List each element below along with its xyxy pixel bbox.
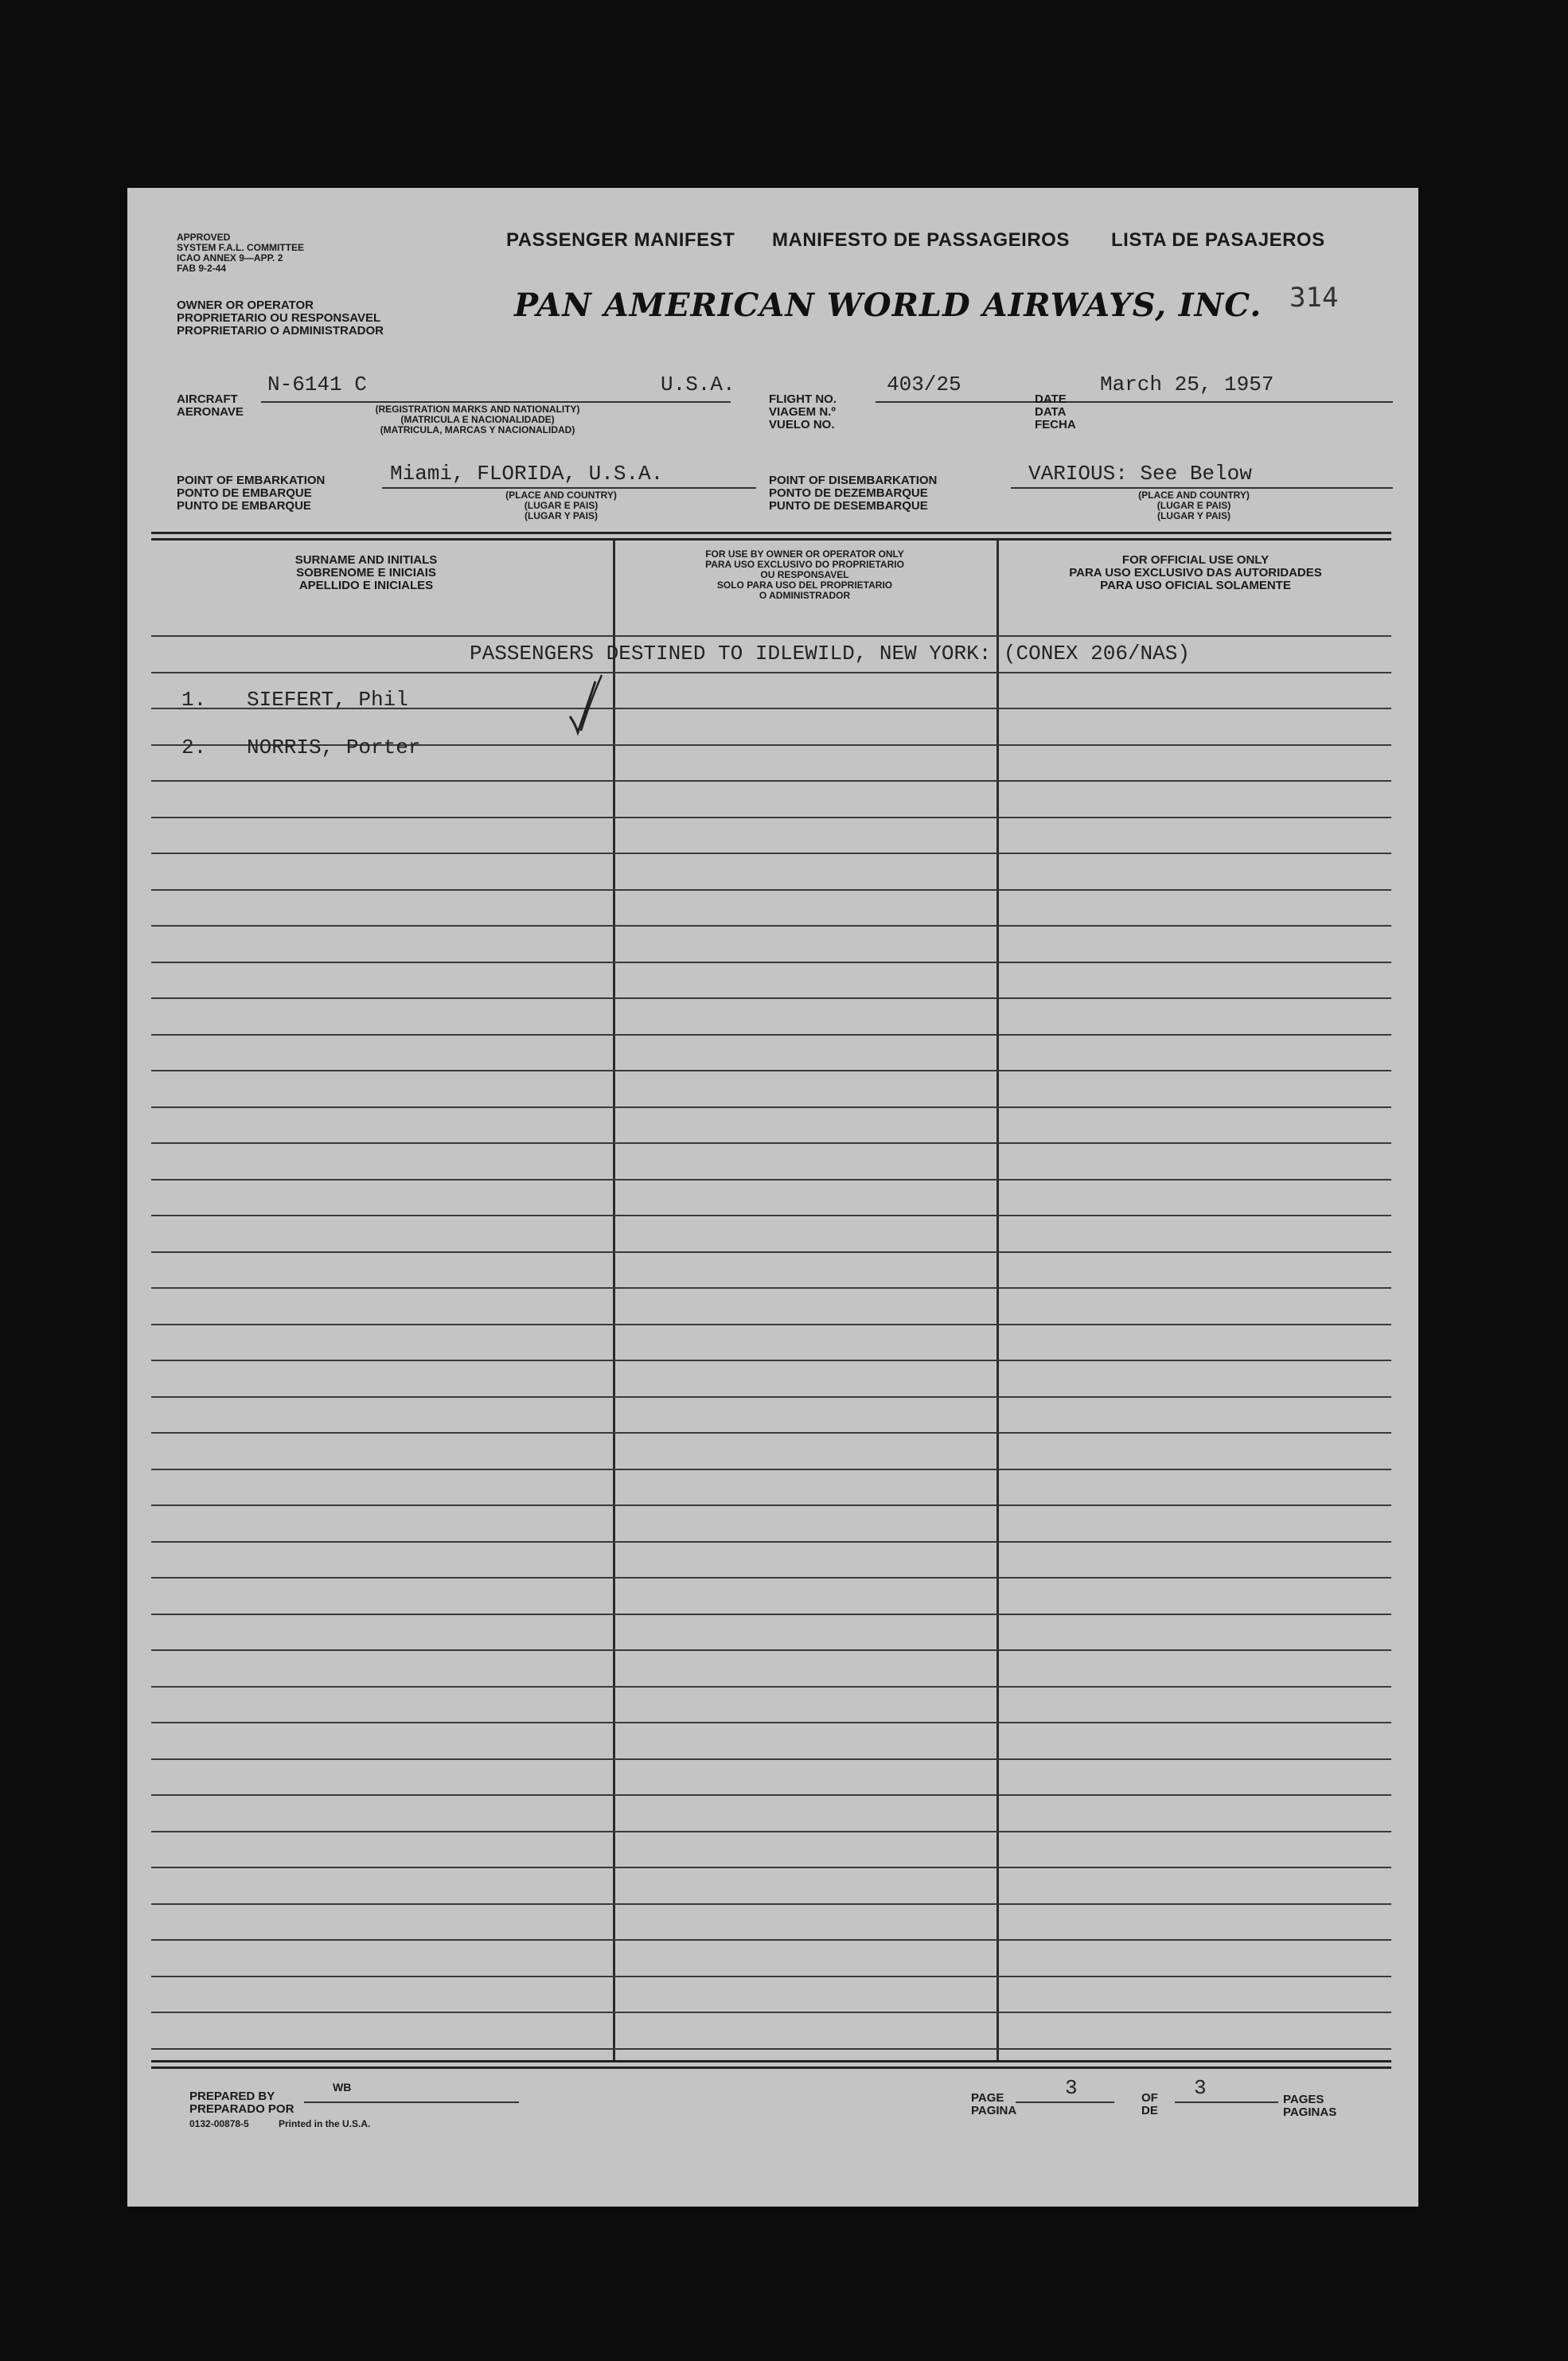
ruled-line bbox=[151, 1794, 1391, 1796]
approval-block bbox=[177, 232, 304, 274]
ruled-line bbox=[151, 2012, 1391, 2013]
ruled-line bbox=[151, 1142, 1391, 1144]
aircraft-sublabels bbox=[310, 404, 645, 435]
ruled-line bbox=[151, 1903, 1391, 1905]
disembarkation-label-es: PUNTO DE DESEMBARQUE bbox=[769, 499, 928, 513]
col1-label-pt: SOBRENOME E INICIAIS bbox=[296, 566, 436, 580]
ruled-line bbox=[151, 1179, 1391, 1180]
aircraft-value: N-6141 C bbox=[267, 373, 367, 396]
printed-in: Printed in the U.S.A. bbox=[279, 2118, 371, 2129]
ruled-line bbox=[151, 1577, 1391, 1579]
aircraft-labels bbox=[177, 393, 244, 419]
ruled-line bbox=[151, 889, 1391, 891]
flight-labels bbox=[769, 393, 837, 431]
disembarkation-sublabel: (LUGAR Y PAIS) bbox=[1156, 510, 1231, 521]
ruled-line bbox=[151, 1106, 1391, 1108]
col2-label: FOR USE BY OWNER OR OPERATOR ONLY bbox=[705, 548, 904, 560]
aircraft-underline bbox=[261, 401, 731, 403]
approval-line: ICAO ANNEX 9—APP. 2 bbox=[177, 252, 283, 263]
approval-line: APPROVED bbox=[177, 232, 231, 243]
ruled-line bbox=[151, 1396, 1391, 1398]
of-underline bbox=[1175, 2101, 1278, 2103]
manifest-sheet bbox=[127, 188, 1418, 2207]
col1-label-en: SURNAME AND INITIALS bbox=[294, 553, 438, 567]
of-value: 3 bbox=[1194, 2076, 1207, 2100]
disembarkation-value: VARIOUS: See Below bbox=[1028, 462, 1252, 486]
ruled-line bbox=[151, 1034, 1391, 1036]
embarkation-label-pt: PONTO DE EMBARQUE bbox=[177, 486, 312, 500]
aircraft-sublabel: (MATRICULA, MARCAS Y NACIONALIDAD) bbox=[380, 424, 575, 435]
disembarkation-label-en: POINT OF DISEMBARKATION bbox=[769, 474, 938, 487]
ruled-line bbox=[151, 1432, 1391, 1434]
embarkation-sublabel: (PLACE AND COUNTRY) bbox=[505, 490, 617, 501]
column-header-official-use bbox=[1000, 554, 1391, 592]
ruled-line bbox=[151, 1215, 1391, 1216]
col2-label: PARA USO EXCLUSIVO DO PROPRIETARIO bbox=[705, 559, 904, 570]
date-labels bbox=[1035, 393, 1076, 431]
ruled-line bbox=[151, 1939, 1391, 1941]
flight-label-en: FLIGHT NO. bbox=[769, 392, 837, 406]
approval-line: FAB 9-2-44 bbox=[177, 263, 227, 274]
disembarkation-sublabel: (LUGAR E PAIS) bbox=[1156, 500, 1231, 511]
ruled-line bbox=[151, 2048, 1391, 2050]
disembarkation-underline bbox=[1011, 487, 1393, 489]
aircraft-label-en: AIRCRAFT bbox=[177, 392, 238, 406]
embarkation-sublabels bbox=[430, 490, 692, 521]
ruled-line bbox=[151, 1251, 1391, 1253]
ruled-line bbox=[151, 925, 1391, 927]
form-number: 0132-00878-5 bbox=[189, 2118, 249, 2129]
ruled-line bbox=[151, 1831, 1391, 1832]
title-english: PASSENGER MANIFEST bbox=[506, 229, 735, 251]
aircraft-sublabel: (MATRICULA E NACIONALIDADE) bbox=[400, 414, 555, 425]
date-underline bbox=[1090, 401, 1393, 403]
column-divider-1 bbox=[613, 540, 615, 2062]
column-divider-2 bbox=[997, 540, 999, 2062]
ruled-line bbox=[151, 1324, 1391, 1325]
page-value: 3 bbox=[1065, 2076, 1078, 2100]
flight-label-pt: VIAGEM N.º bbox=[769, 405, 836, 419]
aircraft-nationality: U.S.A. bbox=[661, 373, 735, 396]
approval-line: SYSTEM F.A.L. COMMITTEE bbox=[177, 242, 305, 253]
embarkation-value: Miami, FLORIDA, U.S.A. bbox=[390, 462, 664, 486]
embarkation-label-es: PUNTO DE EMBARQUE bbox=[177, 499, 311, 513]
owner-label-es: PROPRIETARIO O ADMINISTRADOR bbox=[177, 324, 384, 338]
embarkation-underline bbox=[382, 487, 756, 489]
ruled-line bbox=[151, 1614, 1391, 1615]
col3-label-pt: PARA USO EXCLUSIVO DAS AUTORIDADES bbox=[1069, 566, 1322, 580]
page-label-en: PAGE bbox=[971, 2091, 1004, 2105]
disembarkation-label-pt: PONTO DE DEZEMBARQUE bbox=[769, 486, 928, 500]
flight-value: 403/25 bbox=[887, 373, 961, 396]
col2-label: SOLO PARA USO DEL PROPRIETARIO bbox=[716, 580, 893, 591]
owner-label-pt: PROPRIETARIO OU RESPONSAVEL bbox=[177, 311, 381, 325]
ruled-line bbox=[151, 1867, 1391, 1868]
embarkation-label-en: POINT OF EMBARKATION bbox=[177, 474, 326, 487]
ruled-line bbox=[151, 817, 1391, 818]
ruled-line bbox=[151, 962, 1391, 963]
owner-labels bbox=[177, 299, 384, 338]
owner-label-en: OWNER OR OPERATOR bbox=[177, 299, 314, 312]
flight-label-es: VUELO NO. bbox=[769, 418, 835, 431]
header-rule-top bbox=[151, 532, 1391, 534]
passenger-name: SIEFERT, Phil bbox=[247, 688, 408, 712]
handwritten-page-number: 314 bbox=[1289, 282, 1339, 314]
ruled-line bbox=[151, 672, 1391, 673]
ruled-line bbox=[151, 1070, 1391, 1071]
ruled-line bbox=[151, 1541, 1391, 1543]
ruled-line bbox=[151, 853, 1391, 854]
check-mark-icon bbox=[564, 670, 611, 742]
ruled-line bbox=[151, 1686, 1391, 1688]
date-value: March 25, 1957 bbox=[1100, 373, 1274, 396]
title-spanish: LISTA DE PASAJEROS bbox=[1111, 229, 1325, 251]
ruled-line bbox=[151, 1504, 1391, 1506]
ruled-line bbox=[151, 1287, 1391, 1289]
of-label-es: DE bbox=[1141, 2104, 1158, 2117]
ruled-line bbox=[151, 1649, 1391, 1651]
col3-label-en: FOR OFFICIAL USE ONLY bbox=[1121, 553, 1270, 567]
date-label-es: FECHA bbox=[1035, 418, 1076, 431]
disembarkation-labels bbox=[769, 474, 937, 513]
pages-labels bbox=[1283, 2094, 1336, 2119]
header-rule-top-2 bbox=[151, 538, 1391, 540]
ruled-line bbox=[151, 1758, 1391, 1760]
col2-label: OU RESPONSAVEL bbox=[760, 569, 849, 580]
ruled-line bbox=[151, 1976, 1391, 1977]
ruled-line bbox=[151, 1360, 1391, 1361]
embarkation-sublabel: (LUGAR E PAIS) bbox=[524, 500, 599, 511]
embarkation-sublabel: (LUGAR Y PAIS) bbox=[524, 510, 598, 521]
passenger-number: 2. bbox=[181, 736, 207, 759]
pages-label-es: PAGINAS bbox=[1283, 2105, 1337, 2119]
page-labels bbox=[971, 2092, 1016, 2117]
passenger-number: 1. bbox=[181, 688, 207, 712]
ruled-line bbox=[151, 635, 1391, 637]
disembarkation-sublabels bbox=[1051, 490, 1337, 521]
prepared-value: WB bbox=[333, 2081, 352, 2094]
prepared-label-es: PREPARADO POR bbox=[189, 2102, 294, 2116]
pages-label-en: PAGES bbox=[1283, 2093, 1324, 2106]
ruled-line bbox=[151, 1722, 1391, 1723]
footer-rule-top-2 bbox=[151, 2066, 1391, 2069]
ruled-line bbox=[151, 1469, 1391, 1470]
col2-label: O ADMINISTRADOR bbox=[759, 590, 851, 601]
column-header-names bbox=[151, 554, 581, 592]
passenger-name: NORRIS, Porter bbox=[247, 736, 421, 759]
date-label-en: DATE bbox=[1035, 392, 1067, 406]
footer-rule-top bbox=[151, 2060, 1391, 2062]
embarkation-labels bbox=[177, 474, 325, 513]
prepared-underline bbox=[304, 2101, 519, 2103]
ruled-line bbox=[151, 780, 1391, 782]
prepared-labels bbox=[189, 2090, 294, 2116]
disembarkation-sublabel: (PLACE AND COUNTRY) bbox=[1138, 490, 1250, 501]
company-name: PAN AMERICAN WORLD AIRWAYS, INC. bbox=[514, 287, 1262, 324]
aircraft-label-pt: AERONAVE bbox=[177, 405, 244, 419]
date-label-pt: DATA bbox=[1035, 405, 1067, 419]
aircraft-sublabel: (REGISTRATION MARKS AND NATIONALITY) bbox=[375, 404, 580, 415]
ruled-line bbox=[151, 997, 1391, 999]
prepared-label-en: PREPARED BY bbox=[189, 2090, 275, 2103]
col1-label-es: APELLIDO E INICIALES bbox=[298, 579, 434, 592]
column-header-owner-use bbox=[614, 549, 995, 601]
title-portuguese: MANIFESTO DE PASSAGEIROS bbox=[772, 229, 1070, 251]
of-labels bbox=[1141, 2092, 1158, 2117]
col3-label-es: PARA USO OFICIAL SOLAMENTE bbox=[1100, 579, 1291, 592]
of-label-en: OF bbox=[1141, 2091, 1158, 2105]
page-underline bbox=[1016, 2101, 1114, 2103]
page-label-es: PAGINA bbox=[971, 2104, 1017, 2117]
destination-line: PASSENGERS DESTINED TO IDLEWILD, NEW YORK: (CONEX 206/NAS) bbox=[470, 642, 1190, 665]
